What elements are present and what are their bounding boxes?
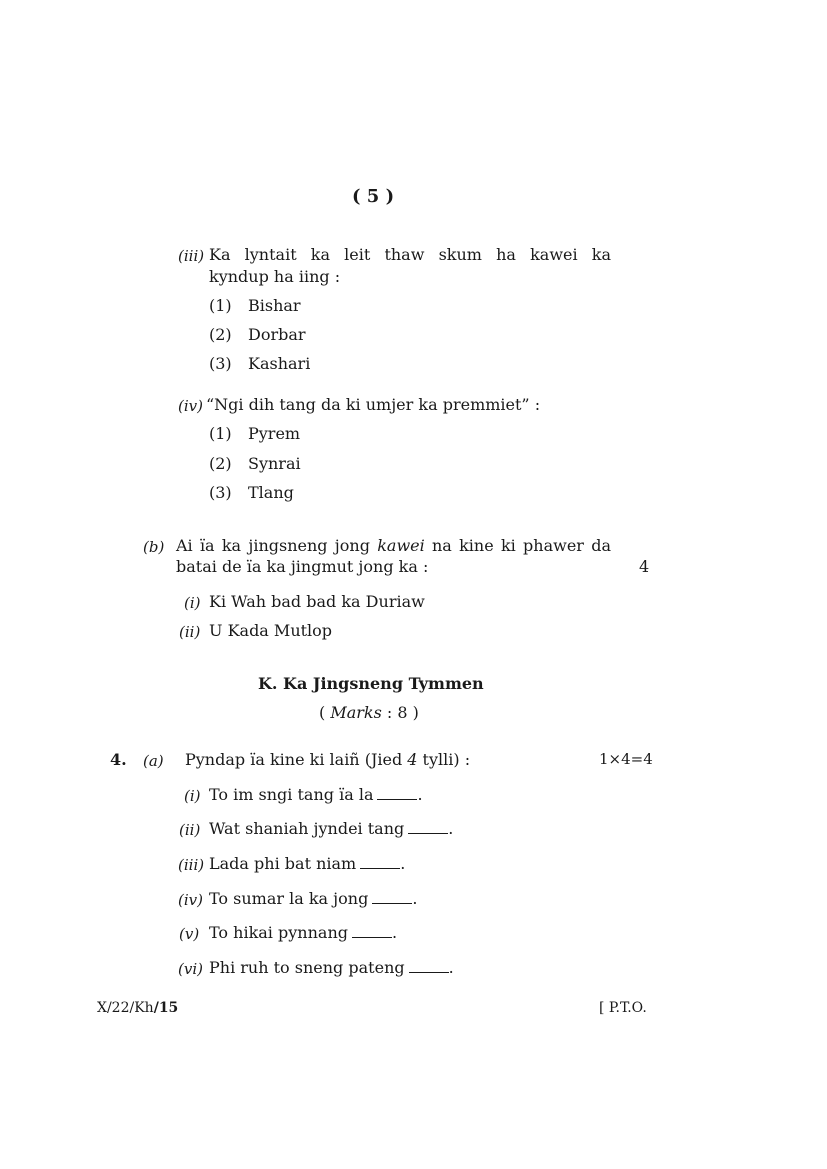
question-text: Ka lyntait ka leit thaw skum ha kawei ka — [209, 245, 611, 264]
fill-in-item: Lada phi bat niam . — [209, 854, 406, 873]
option-number: (1) — [209, 424, 232, 443]
item-text: U Kada Mutlop — [209, 621, 333, 640]
question-number: 4. — [110, 750, 127, 769]
answer-blank — [352, 936, 392, 938]
fill-in-item: To im sngi tang ïa la . — [209, 785, 423, 804]
section-marks: ( Marks : 8 ) — [319, 703, 419, 722]
fill-in-item: Wat shaniah jyndei tang . — [209, 819, 454, 838]
question-text: kyndup ha iing : — [209, 267, 341, 286]
option-number: (1) — [209, 296, 232, 315]
option-number: (3) — [209, 483, 232, 502]
option-text: Dorbar — [248, 325, 306, 344]
page-number: ( 5 ) — [352, 186, 395, 207]
answer-blank — [372, 902, 412, 904]
item-number: (v) — [179, 925, 200, 943]
answer-blank — [360, 867, 400, 869]
item-number: (vi) — [178, 960, 203, 978]
item-number: (i) — [184, 594, 201, 612]
section-title: K. Ka Jingsneng Tymmen — [258, 674, 484, 693]
question-part: (a) — [143, 752, 164, 770]
marks: 4 — [639, 557, 650, 576]
answer-blank — [377, 798, 417, 800]
item-number: (i) — [184, 787, 201, 805]
option-text: Kashari — [248, 354, 311, 373]
fill-in-item: To sumar la ka jong . — [209, 889, 418, 908]
question-label: (iii) — [178, 247, 205, 265]
answer-blank — [409, 971, 449, 973]
option-text: Bishar — [248, 296, 301, 315]
item-number: (ii) — [179, 821, 201, 839]
option-text: Tlang — [248, 483, 294, 502]
option-text: Synrai — [248, 454, 301, 473]
item-number: (iii) — [178, 856, 205, 874]
option-number: (2) — [209, 454, 232, 473]
option-number: (3) — [209, 354, 232, 373]
question-label: (b) — [143, 538, 165, 556]
item-number: (ii) — [179, 623, 201, 641]
paper-code: X/22/Kh/15 — [97, 1000, 179, 1016]
marks: 1×4=4 — [599, 750, 653, 768]
option-text: Pyrem — [248, 424, 301, 443]
question-text: Pyndap ïa kine ki laiñ (Jied 4 tylli) : — [185, 750, 471, 769]
answer-blank — [408, 832, 448, 834]
item-text: Ki Wah bad bad ka Duriaw — [209, 592, 425, 611]
option-number: (2) — [209, 325, 232, 344]
question-text: “Ngi dih tang da ki umjer ka premmiet” : — [206, 395, 541, 414]
fill-in-item: Phi ruh to sneng pateng . — [209, 958, 454, 977]
pto-note: [ P.T.O. — [599, 1000, 647, 1016]
question-text: Ai ïa ka jingsneng jong kawei na kine ki phawer da — [176, 536, 611, 555]
question-text: batai de ïa ka jingmut jong ka : — [176, 557, 429, 576]
fill-in-item: To hikai pynnang . — [209, 923, 398, 942]
question-label: (iv) — [178, 397, 203, 415]
item-number: (iv) — [178, 891, 203, 909]
